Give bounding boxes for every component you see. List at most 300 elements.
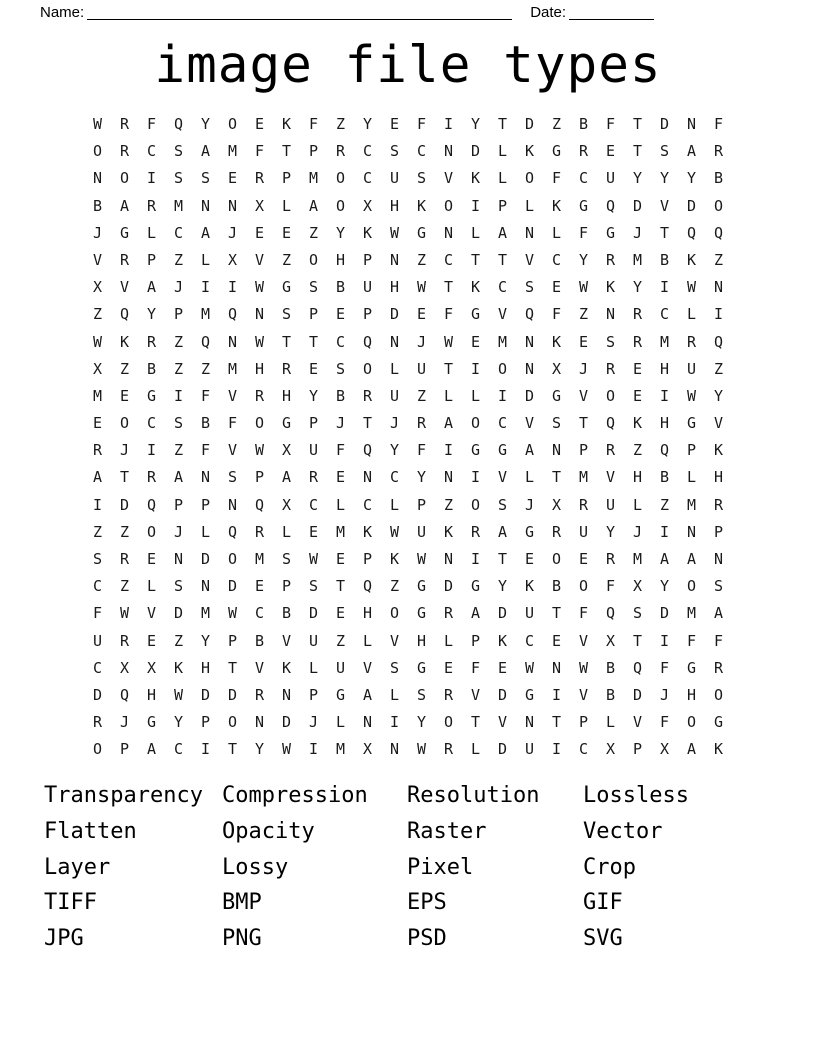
grid-letter[interactable]: S (200, 169, 211, 188)
grid-letter[interactable]: T (497, 115, 508, 133)
grid-letter[interactable]: X (362, 740, 373, 759)
grid-letter[interactable]: A (686, 142, 697, 161)
grid-letter[interactable]: H (281, 386, 292, 405)
grid-letter[interactable]: G (146, 713, 157, 732)
grid-letter[interactable]: R (92, 713, 103, 732)
grid-letter[interactable]: I (470, 550, 481, 568)
grid-letter[interactable]: O (254, 414, 265, 433)
grid-letter[interactable]: O (686, 577, 697, 596)
word-bank-item[interactable]: Flatten (44, 818, 137, 844)
grid-letter[interactable]: S (713, 577, 724, 596)
grid-letter[interactable]: C (362, 142, 373, 161)
grid-letter[interactable]: W (227, 604, 238, 623)
grid-letter[interactable]: X (92, 278, 103, 297)
grid-letter[interactable]: N (713, 278, 724, 297)
grid-letter[interactable]: Q (605, 604, 616, 623)
grid-letter[interactable]: O (713, 196, 724, 215)
grid-letter[interactable]: M (578, 468, 589, 487)
grid-letter[interactable]: C (497, 278, 508, 297)
grid-letter[interactable]: W (416, 740, 427, 759)
grid-letter[interactable]: J (416, 332, 427, 351)
grid-letter[interactable]: K (281, 658, 292, 677)
grid-letter[interactable]: X (362, 196, 373, 215)
grid-letter[interactable]: V (227, 441, 238, 460)
grid-letter[interactable]: F (416, 441, 427, 460)
grid-letter[interactable]: P (254, 468, 265, 487)
grid-letter[interactable]: C (578, 740, 589, 759)
grid-letter[interactable]: B (200, 414, 211, 433)
grid-letter[interactable]: M (497, 332, 508, 351)
grid-letter[interactable]: L (470, 223, 481, 242)
grid-letter[interactable]: I (659, 631, 670, 650)
grid-letter[interactable]: F (578, 604, 589, 623)
word-bank-item[interactable]: Lossless (583, 783, 689, 808)
grid-letter[interactable]: N (524, 223, 535, 242)
grid-letter[interactable]: I (443, 115, 454, 133)
grid-letter[interactable]: N (389, 740, 400, 759)
grid-letter[interactable]: K (416, 196, 427, 215)
grid-letter[interactable]: I (551, 685, 562, 704)
grid-letter[interactable]: V (146, 604, 157, 623)
grid-letter[interactable]: E (254, 115, 265, 133)
grid-letter[interactable]: G (416, 658, 427, 677)
grid-letter[interactable]: S (524, 278, 535, 297)
grid-letter[interactable]: O (389, 604, 400, 623)
grid-letter[interactable]: F (470, 658, 481, 677)
grid-letter[interactable]: I (470, 196, 481, 215)
grid-letter[interactable]: O (119, 414, 130, 433)
grid-letter[interactable]: O (470, 495, 481, 514)
grid-letter[interactable]: A (524, 441, 535, 460)
grid-letter[interactable]: N (524, 713, 535, 732)
grid-letter[interactable]: D (443, 577, 454, 596)
grid-letter[interactable]: R (146, 468, 157, 487)
grid-letter[interactable]: X (281, 495, 292, 514)
grid-letter[interactable]: Z (308, 223, 319, 242)
grid-letter[interactable]: D (659, 604, 670, 623)
grid-letter[interactable]: Y (416, 468, 427, 487)
grid-letter[interactable]: G (470, 577, 481, 596)
grid-letter[interactable]: M (686, 604, 697, 623)
grid-letter[interactable]: O (227, 713, 238, 732)
grid-letter[interactable]: C (362, 169, 373, 188)
date-write-in-line[interactable] (569, 4, 654, 20)
grid-letter[interactable]: Z (92, 522, 103, 541)
grid-letter[interactable]: V (659, 196, 670, 215)
grid-letter[interactable]: B (659, 250, 670, 269)
grid-letter[interactable]: R (119, 250, 130, 269)
grid-letter[interactable]: N (551, 658, 562, 677)
grid-letter[interactable]: B (281, 604, 292, 623)
grid-letter[interactable]: S (281, 305, 292, 324)
grid-letter[interactable]: H (389, 278, 400, 297)
grid-letter[interactable]: R (632, 305, 643, 324)
grid-letter[interactable]: L (362, 631, 373, 650)
grid-letter[interactable]: J (119, 713, 130, 732)
grid-letter[interactable]: Q (686, 223, 697, 242)
grid-letter[interactable]: C (335, 332, 346, 351)
grid-letter[interactable]: O (308, 250, 319, 269)
grid-letter[interactable]: T (551, 468, 562, 487)
grid-letter[interactable]: E (605, 142, 616, 161)
grid-letter[interactable]: Z (92, 305, 103, 324)
grid-letter[interactable]: Y (605, 522, 616, 541)
grid-letter[interactable]: R (308, 468, 319, 487)
grid-letter[interactable]: Z (200, 359, 211, 378)
grid-letter[interactable]: N (443, 223, 454, 242)
grid-letter[interactable]: O (92, 740, 103, 759)
grid-letter[interactable]: U (308, 441, 319, 460)
grid-letter[interactable]: S (281, 550, 292, 568)
word-bank-item[interactable]: Transparency (44, 783, 203, 808)
grid-letter[interactable]: T (578, 414, 589, 433)
grid-letter[interactable]: A (362, 685, 373, 704)
grid-letter[interactable]: J (335, 414, 346, 433)
grid-letter[interactable]: O (443, 713, 454, 732)
grid-letter[interactable]: K (524, 577, 535, 596)
word-bank-item[interactable]: Compression (222, 783, 368, 808)
grid-letter[interactable]: X (632, 577, 643, 596)
grid-letter[interactable]: F (659, 658, 670, 677)
grid-letter[interactable]: E (92, 414, 103, 433)
grid-letter[interactable]: R (443, 685, 454, 704)
grid-letter[interactable]: P (173, 495, 184, 514)
grid-letter[interactable]: R (605, 359, 616, 378)
grid-letter[interactable]: F (200, 441, 211, 460)
grid-letter[interactable]: B (605, 658, 616, 677)
grid-letter[interactable]: O (362, 359, 373, 378)
grid-letter[interactable]: Y (497, 577, 508, 596)
grid-letter[interactable]: A (119, 196, 130, 215)
grid-letter[interactable]: L (632, 495, 643, 514)
grid-letter[interactable]: A (713, 604, 724, 623)
grid-letter[interactable]: R (632, 332, 643, 351)
grid-letter[interactable]: V (497, 305, 508, 324)
grid-letter[interactable]: I (200, 740, 211, 759)
grid-letter[interactable]: R (605, 250, 616, 269)
grid-letter[interactable]: N (605, 305, 616, 324)
word-bank-item[interactable]: PSD (407, 926, 447, 952)
grid-letter[interactable]: Z (443, 495, 454, 514)
grid-letter[interactable]: F (92, 604, 103, 623)
grid-letter[interactable]: L (470, 740, 481, 759)
grid-letter[interactable]: N (281, 685, 292, 704)
grid-letter[interactable]: F (254, 142, 265, 161)
grid-letter[interactable]: K (362, 522, 373, 541)
grid-letter[interactable]: A (659, 550, 670, 568)
grid-letter[interactable]: E (146, 631, 157, 650)
grid-letter[interactable]: I (308, 740, 319, 759)
grid-letter[interactable]: E (578, 332, 589, 351)
grid-letter[interactable]: P (281, 577, 292, 596)
grid-letter[interactable]: J (632, 223, 643, 242)
grid-letter[interactable]: W (308, 550, 319, 568)
grid-letter[interactable]: P (146, 250, 157, 269)
grid-letter[interactable]: K (119, 332, 130, 351)
grid-letter[interactable]: J (308, 713, 319, 732)
word-bank-item[interactable]: Vector (583, 818, 663, 844)
grid-letter[interactable]: P (362, 305, 373, 324)
grid-letter[interactable]: U (416, 522, 427, 541)
grid-letter[interactable]: V (254, 250, 265, 269)
grid-letter[interactable]: Z (119, 577, 130, 596)
grid-letter[interactable]: Z (281, 250, 292, 269)
grid-letter[interactable]: E (335, 468, 346, 487)
grid-letter[interactable]: P (308, 142, 319, 161)
grid-letter[interactable]: Z (416, 250, 427, 269)
word-bank-item[interactable]: Opacity (222, 818, 315, 844)
grid-letter[interactable]: V (524, 414, 535, 433)
grid-letter[interactable]: F (713, 115, 724, 133)
grid-letter[interactable]: Y (200, 115, 211, 133)
word-bank-item[interactable]: PNG (222, 926, 262, 952)
grid-letter[interactable]: Q (713, 223, 724, 242)
grid-letter[interactable]: W (119, 604, 130, 623)
grid-letter[interactable]: L (389, 359, 400, 378)
grid-letter[interactable]: X (92, 359, 103, 378)
grid-letter[interactable]: Y (308, 386, 319, 405)
grid-letter[interactable]: L (605, 713, 616, 732)
grid-letter[interactable]: G (686, 658, 697, 677)
grid-letter[interactable]: K (713, 441, 724, 460)
grid-letter[interactable]: S (92, 550, 103, 568)
grid-letter[interactable]: A (200, 142, 211, 161)
grid-letter[interactable]: G (281, 414, 292, 433)
grid-letter[interactable]: M (686, 495, 697, 514)
grid-letter[interactable]: E (389, 115, 400, 133)
grid-letter[interactable]: F (335, 441, 346, 460)
grid-letter[interactable]: Z (416, 386, 427, 405)
grid-letter[interactable]: M (92, 386, 103, 405)
grid-letter[interactable]: E (551, 278, 562, 297)
grid-letter[interactable]: G (281, 278, 292, 297)
grid-letter[interactable]: V (578, 386, 589, 405)
grid-letter[interactable]: R (362, 386, 373, 405)
grid-letter[interactable]: R (119, 115, 130, 133)
grid-letter[interactable]: Z (335, 115, 346, 133)
grid-letter[interactable]: O (227, 550, 238, 568)
word-bank-item[interactable]: Pixel (407, 854, 474, 880)
grid-letter[interactable]: L (443, 631, 454, 650)
grid-letter[interactable]: N (686, 522, 697, 541)
grid-letter[interactable]: G (416, 223, 427, 242)
grid-letter[interactable]: U (605, 169, 616, 188)
grid-letter[interactable]: D (497, 604, 508, 623)
grid-letter[interactable]: M (632, 250, 643, 269)
grid-letter[interactable]: X (551, 359, 562, 378)
grid-letter[interactable]: J (92, 223, 103, 242)
grid-letter[interactable]: M (335, 522, 346, 541)
grid-letter[interactable]: G (119, 223, 130, 242)
grid-letter[interactable]: P (173, 305, 184, 324)
grid-letter[interactable]: L (308, 658, 319, 677)
grid-letter[interactable]: C (254, 604, 265, 623)
grid-letter[interactable]: E (308, 359, 319, 378)
grid-letter[interactable]: R (713, 658, 724, 677)
grid-letter[interactable]: Y (389, 441, 400, 460)
grid-letter[interactable]: U (524, 604, 535, 623)
grid-letter[interactable]: G (524, 522, 535, 541)
grid-letter[interactable]: P (200, 713, 211, 732)
word-bank-item[interactable]: Crop (583, 854, 636, 880)
grid-letter[interactable]: M (659, 332, 670, 351)
grid-letter[interactable]: R (281, 359, 292, 378)
grid-letter[interactable]: R (470, 522, 481, 541)
grid-letter[interactable]: F (713, 631, 724, 650)
grid-letter[interactable]: T (470, 713, 481, 732)
grid-letter[interactable]: D (227, 577, 238, 596)
grid-letter[interactable]: H (686, 685, 697, 704)
grid-letter[interactable]: E (335, 604, 346, 623)
grid-letter[interactable]: I (146, 169, 157, 188)
grid-letter[interactable]: Y (659, 169, 670, 188)
grid-letter[interactable]: I (497, 386, 508, 405)
grid-letter[interactable]: M (227, 359, 238, 378)
grid-letter[interactable]: E (551, 631, 562, 650)
grid-letter[interactable]: W (524, 658, 535, 677)
grid-letter[interactable]: R (443, 740, 454, 759)
grid-letter[interactable]: O (443, 196, 454, 215)
grid-letter[interactable]: T (443, 278, 454, 297)
grid-letter[interactable]: Z (713, 359, 724, 378)
grid-letter[interactable]: Q (200, 332, 211, 351)
grid-letter[interactable]: Y (470, 115, 481, 133)
grid-letter[interactable]: G (470, 441, 481, 460)
grid-letter[interactable]: O (551, 550, 562, 568)
grid-letter[interactable]: U (686, 359, 697, 378)
grid-letter[interactable]: T (470, 250, 481, 269)
grid-letter[interactable]: R (443, 604, 454, 623)
grid-letter[interactable]: I (470, 359, 481, 378)
grid-letter[interactable]: R (146, 196, 157, 215)
grid-letter[interactable]: S (389, 142, 400, 161)
grid-letter[interactable]: U (362, 278, 373, 297)
grid-letter[interactable]: D (119, 495, 130, 514)
grid-letter[interactable]: M (632, 550, 643, 568)
grid-letter[interactable]: L (686, 305, 697, 324)
grid-letter[interactable]: D (173, 604, 184, 623)
grid-letter[interactable]: C (416, 142, 427, 161)
word-bank-item[interactable]: Lossy (222, 854, 289, 880)
grid-letter[interactable]: T (659, 223, 670, 242)
grid-letter[interactable]: K (470, 169, 481, 188)
grid-letter[interactable]: I (443, 441, 454, 460)
grid-letter[interactable]: D (524, 386, 535, 405)
grid-letter[interactable]: L (497, 142, 508, 161)
grid-letter[interactable]: T (119, 468, 130, 487)
grid-letter[interactable]: Q (362, 441, 373, 460)
grid-letter[interactable]: K (389, 550, 400, 568)
grid-letter[interactable]: N (389, 332, 400, 351)
grid-letter[interactable]: Y (659, 577, 670, 596)
grid-letter[interactable]: D (632, 685, 643, 704)
word-bank-item[interactable]: JPG (44, 926, 84, 952)
word-bank-item[interactable]: EPS (407, 890, 447, 916)
grid-letter[interactable]: A (497, 223, 508, 242)
grid-letter[interactable]: P (578, 441, 589, 460)
grid-letter[interactable]: N (200, 577, 211, 596)
grid-letter[interactable]: J (659, 685, 670, 704)
grid-letter[interactable]: H (146, 685, 157, 704)
grid-letter[interactable]: W (686, 278, 697, 297)
grid-letter[interactable]: C (92, 658, 103, 677)
grid-letter[interactable]: N (227, 332, 238, 351)
grid-letter[interactable]: J (173, 522, 184, 541)
grid-letter[interactable]: T (227, 740, 238, 759)
grid-letter[interactable]: S (632, 604, 643, 623)
grid-letter[interactable]: N (254, 713, 265, 732)
grid-letter[interactable]: W (578, 658, 589, 677)
grid-letter[interactable]: L (146, 223, 157, 242)
grid-letter[interactable]: R (119, 142, 130, 161)
grid-letter[interactable]: D (389, 305, 400, 324)
grid-letter[interactable]: C (173, 223, 184, 242)
grid-letter[interactable]: D (92, 685, 103, 704)
name-write-in-line[interactable] (87, 4, 512, 20)
grid-letter[interactable]: T (497, 250, 508, 269)
grid-letter[interactable]: S (551, 414, 562, 433)
grid-letter[interactable]: X (227, 250, 238, 269)
grid-letter[interactable]: U (605, 495, 616, 514)
grid-letter[interactable]: P (362, 250, 373, 269)
grid-letter[interactable]: P (119, 740, 130, 759)
grid-letter[interactable]: K (524, 142, 535, 161)
grid-letter[interactable]: P (578, 713, 589, 732)
grid-letter[interactable]: S (227, 468, 238, 487)
grid-letter[interactable]: Q (362, 332, 373, 351)
grid-letter[interactable]: X (659, 740, 670, 759)
grid-letter[interactable]: P (362, 550, 373, 568)
grid-letter[interactable]: R (119, 550, 130, 568)
grid-letter[interactable]: C (92, 577, 103, 596)
grid-letter[interactable]: O (524, 169, 535, 188)
grid-letter[interactable]: Z (335, 631, 346, 650)
grid-letter[interactable]: P (200, 495, 211, 514)
grid-letter[interactable]: V (524, 250, 535, 269)
grid-letter[interactable]: J (578, 359, 589, 378)
grid-letter[interactable]: R (578, 142, 589, 161)
grid-letter[interactable]: R (551, 522, 562, 541)
grid-letter[interactable]: T (632, 115, 643, 133)
grid-letter[interactable]: M (308, 169, 319, 188)
grid-letter[interactable]: N (173, 550, 184, 568)
grid-letter[interactable]: X (281, 441, 292, 460)
grid-letter[interactable]: A (200, 223, 211, 242)
grid-letter[interactable]: O (335, 196, 346, 215)
grid-letter[interactable]: X (254, 196, 265, 215)
grid-letter[interactable]: P (497, 196, 508, 215)
grid-letter[interactable]: A (92, 468, 103, 487)
grid-letter[interactable]: K (686, 250, 697, 269)
grid-letter[interactable]: L (551, 223, 562, 242)
grid-letter[interactable]: R (686, 332, 697, 351)
grid-letter[interactable]: R (254, 169, 265, 188)
grid-letter[interactable]: R (146, 332, 157, 351)
grid-letter[interactable]: V (497, 713, 508, 732)
grid-letter[interactable]: A (146, 278, 157, 297)
grid-letter[interactable]: E (308, 522, 319, 541)
grid-letter[interactable]: P (686, 441, 697, 460)
grid-letter[interactable]: K (281, 115, 292, 133)
grid-letter[interactable]: V (92, 250, 103, 269)
grid-letter[interactable]: O (578, 577, 589, 596)
grid-letter[interactable]: A (146, 740, 157, 759)
grid-letter[interactable]: H (632, 468, 643, 487)
grid-letter[interactable]: Y (146, 305, 157, 324)
grid-letter[interactable]: N (227, 196, 238, 215)
grid-letter[interactable]: D (470, 142, 481, 161)
grid-letter[interactable]: T (308, 332, 319, 351)
